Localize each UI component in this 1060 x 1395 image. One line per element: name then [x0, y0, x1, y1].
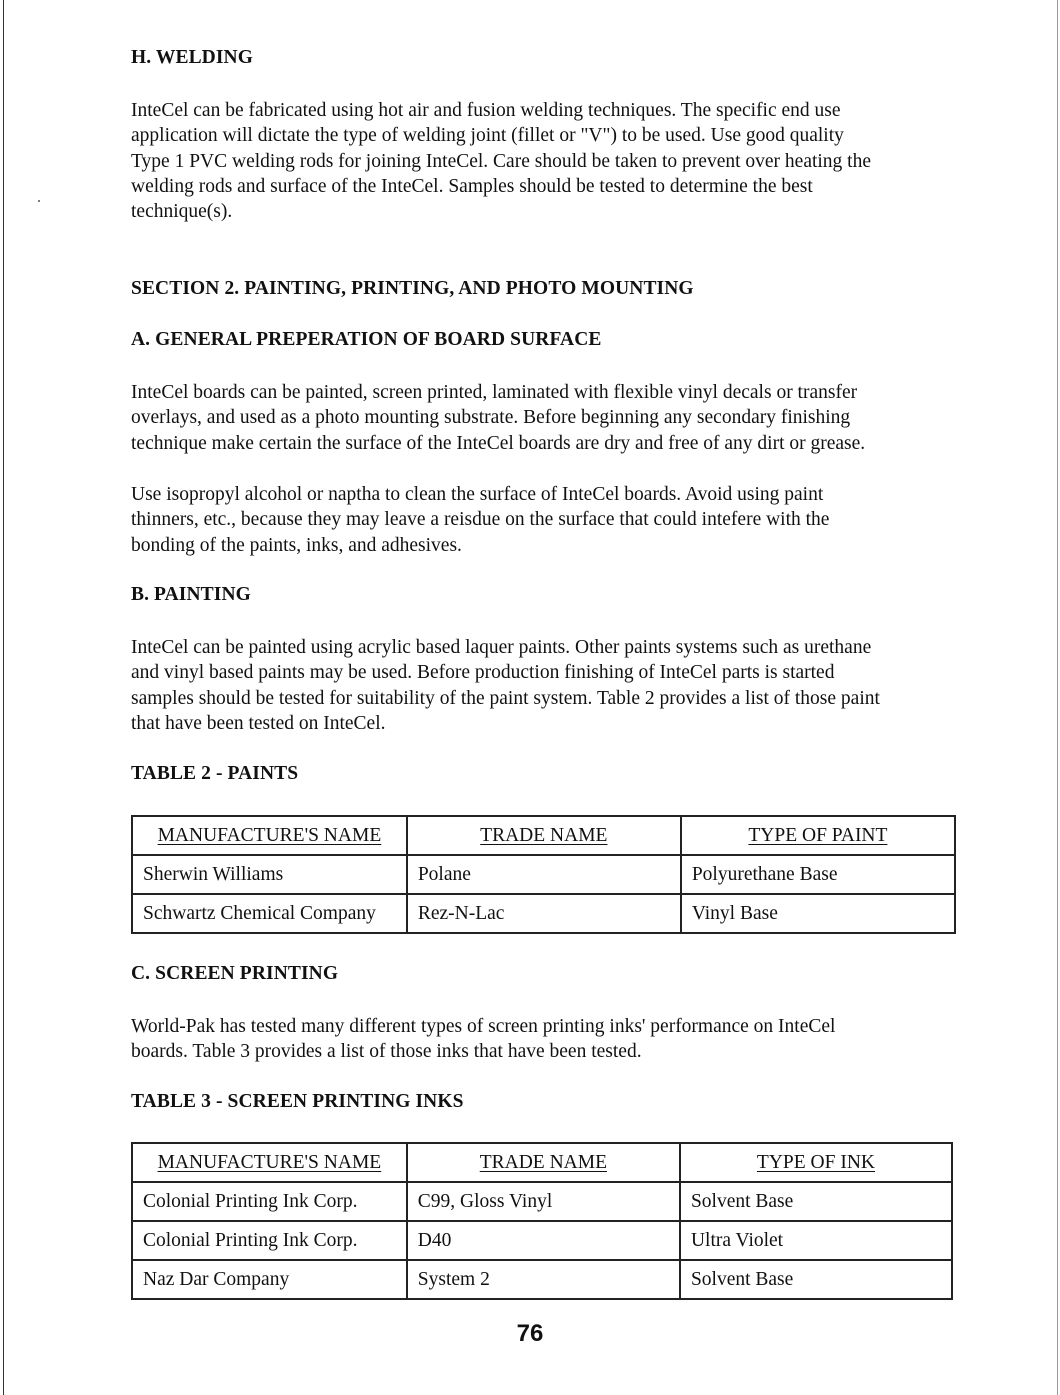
- cell-trade-name: Rez-N-Lac: [407, 894, 681, 933]
- table-row: [132, 894, 955, 933]
- page-edge-right: [1057, 0, 1058, 1395]
- table-row: [132, 1182, 952, 1221]
- cell-manufacturer: Schwartz Chemical Company: [132, 894, 407, 933]
- screen-printing-inks-table: [131, 1142, 953, 1300]
- general-preparation-heading: A. GENERAL PREPERATION OF BOARD SURFACE: [131, 329, 602, 350]
- table-3-title: TABLE 3 - SCREEN PRINTING INKS: [131, 1091, 464, 1112]
- column-header-trade-name: TRADE NAME: [407, 1143, 680, 1182]
- screen-printing-heading: C. SCREEN PRINTING: [131, 963, 339, 984]
- table-2-title: TABLE 2 - PAINTS: [131, 763, 299, 784]
- cell-type: Solvent Base: [680, 1182, 952, 1221]
- paints-table: [131, 815, 956, 934]
- column-header-trade-name: TRADE NAME: [407, 816, 681, 855]
- cell-type: Solvent Base: [680, 1260, 952, 1299]
- table-row: [132, 855, 955, 894]
- section-2-heading: SECTION 2. PAINTING, PRINTING, AND PHOTO MOUNTING: [131, 278, 694, 299]
- cell-manufacturer: Naz Dar Company: [132, 1260, 407, 1299]
- welding-paragraph: InteCel can be fabricated using hot air and fusion welding techniques. The specific end use application will dictate the type of welding joint (fillet or "V") to be used. Use good quality Type 1 PVC welding rods for joining InteCel. Care should be taken to prevent over heating the welding rods and surface of the InteCel. Samples should be tested to determine the best technique(s).: [131, 100, 872, 223]
- cell-manufacturer: Colonial Printing Ink Corp.: [132, 1221, 407, 1260]
- column-header-type-of-ink: TYPE OF INK: [680, 1143, 952, 1182]
- table-header-row: [132, 816, 955, 855]
- general-preparation-paragraph-1: InteCel boards can be painted, screen printed, laminated with flexible vinyl decals or transfer overlays, and used as a photo mounting substrate. Before beginning any secondary finishing technique make certain the surface of the InteCel boards are dry and free of any dirt or grease.: [131, 382, 866, 454]
- page-number: 76: [516, 1320, 544, 1347]
- painting-heading: B. PAINTING: [131, 584, 251, 605]
- cell-type: Vinyl Base: [681, 894, 955, 933]
- page-edge-left: [3, 0, 4, 1395]
- table-row: [132, 1221, 952, 1260]
- column-header-manufacturer: MANUFACTURE'S NAME: [132, 816, 407, 855]
- painting-paragraph: InteCel can be painted using acrylic based laquer paints. Other paints systems such as urethane and vinyl based paints may be used. Before production finishing of InteCel parts is started samples should be tested for suitability of the paint system. Table 2 provides a list of those paint that have been tested on InteCel.: [131, 637, 880, 734]
- column-header-manufacturer: MANUFACTURE'S NAME: [132, 1143, 407, 1182]
- cell-trade-name: System 2: [407, 1260, 680, 1299]
- cell-trade-name: Polane: [407, 855, 681, 894]
- general-preparation-paragraph-2: Use isopropyl alcohol or naptha to clean the surface of InteCel boards. Avoid using paint thinners, etc., because they may leave a reisdue on the surface that could intefere with the bonding of the paints, inks, and adhesives.: [131, 484, 830, 556]
- cell-trade-name: D40: [407, 1221, 680, 1260]
- scan-speck: [38, 200, 40, 202]
- column-header-type-of-paint: TYPE OF PAINT: [681, 816, 955, 855]
- welding-heading: H. WELDING: [131, 47, 253, 68]
- screen-printing-paragraph: World-Pak has tested many different types of screen printing inks' performance on InteCel boards. Table 3 provides a list of those inks that have been tested.: [131, 1016, 836, 1063]
- cell-manufacturer: Sherwin Williams: [132, 855, 407, 894]
- table-row: [132, 1260, 952, 1299]
- cell-trade-name: C99, Gloss Vinyl: [407, 1182, 680, 1221]
- cell-manufacturer: Colonial Printing Ink Corp.: [132, 1182, 407, 1221]
- cell-type: Polyurethane Base: [681, 855, 955, 894]
- table-header-row: [132, 1143, 952, 1182]
- cell-type: Ultra Violet: [680, 1221, 952, 1260]
